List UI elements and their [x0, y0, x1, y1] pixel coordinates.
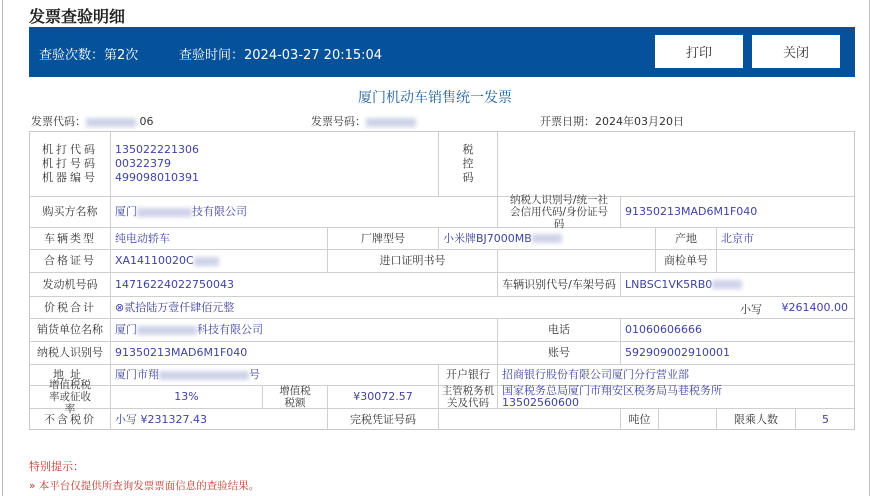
address — [111, 365, 439, 386]
machine-no-label: 机打号码 — [42, 157, 98, 170]
redacted — [194, 257, 219, 266]
model-value: 小米牌BJ7000MB — [443, 231, 532, 245]
device-no: 499098010391 — [115, 171, 199, 184]
cert — [111, 250, 328, 273]
check-time: 查验时间：2024-03-27 20:15:04 — [179, 48, 383, 63]
vehicle-type-label: 车辆类型 — [30, 228, 111, 250]
seller-prefix: 厦门 — [115, 323, 137, 336]
phone: 01060606666 — [621, 319, 855, 342]
pretax: 小写 ¥231327.43 — [111, 409, 328, 430]
redacted — [532, 234, 562, 243]
duty-label: 完税凭证号码 — [328, 409, 439, 430]
rate: 13% — [111, 386, 263, 409]
vin — [621, 273, 855, 297]
redacted — [86, 118, 136, 127]
cert-value: XA14110020C — [115, 254, 194, 267]
invoice-date-label: 开票日期： — [540, 115, 595, 128]
seats-label: 限乘人数 — [717, 409, 796, 430]
import-label: 进口证明书号 — [328, 250, 498, 273]
address-label: 地址 — [30, 365, 111, 386]
device-no-label: 机器编号 — [42, 171, 98, 184]
close-button[interactable]: 关闭 — [752, 35, 840, 68]
redacted — [137, 208, 192, 217]
redacted — [159, 371, 249, 380]
buyer-prefix: 厦门 — [115, 205, 137, 218]
invoice-table — [29, 131, 855, 430]
authority — [498, 386, 855, 409]
seller-id: 91350213MAD6M1F040 — [111, 342, 498, 365]
invoice-date-value: 2024年03月20日 — [595, 115, 684, 128]
bank-label: 开户银行 — [439, 365, 498, 386]
machine-values — [111, 132, 439, 197]
seller-id-label: 纳税人识别号 — [30, 342, 111, 365]
authority-label: 主管税务机关及代码 — [439, 386, 498, 409]
vin-label: 车辆识别代号/车架号码 — [498, 273, 621, 297]
inspect-label: 商检单号 — [656, 250, 717, 273]
redacted — [712, 280, 742, 289]
cert-label: 合格证号 — [30, 250, 111, 273]
redacted — [137, 326, 197, 335]
invoice-title: 厦门机动车销售统一发票 — [358, 90, 512, 106]
total-words: ⊗贰拾陆万壹仟肆佰元整 — [111, 297, 855, 319]
address-prefix: 厦门市翔 — [115, 368, 159, 381]
invoice-date — [540, 113, 684, 129]
phone-label: 电话 — [498, 319, 621, 342]
vin-value: LNBSC1VK5RB0 — [625, 277, 713, 291]
vehicle-type: 纯电动轿车 — [111, 228, 328, 250]
tonnage-label: 吨位 — [621, 409, 659, 430]
notice-title: 特别提示： — [29, 460, 84, 473]
vat: ¥30072.57 — [328, 386, 439, 409]
check-count: 查验次数：第2次 — [39, 48, 139, 63]
total-small-label: 小写 — [740, 303, 762, 316]
origin-label: 产地 — [656, 228, 717, 250]
machine-code: 135022221306 — [115, 143, 199, 156]
engine: 14716224022750043 — [111, 273, 498, 297]
invoice-code-value: 06 — [139, 115, 154, 128]
origin: 北京市 — [717, 228, 855, 250]
invoice-code-label: 发票代码： — [31, 115, 86, 128]
import — [498, 250, 656, 273]
buyer-id-label: 纳税人识别号/统一社会信用代码/身份证号码 — [498, 197, 621, 228]
machine-no: 00322379 — [115, 157, 171, 170]
header-bar — [29, 27, 855, 77]
tax-control-value — [498, 132, 855, 197]
seller-suffix: 科技有限公司 — [197, 323, 263, 336]
authority-name: 国家税务总局厦门市翔安区税务局马巷税务所 — [502, 384, 722, 397]
account: 592909002910001 — [621, 342, 855, 365]
duty — [439, 409, 621, 430]
pretax-label: 不含税价 — [30, 409, 111, 430]
buyer-name — [111, 197, 498, 228]
total-small: ¥261400.00 — [781, 301, 848, 314]
redacted — [366, 118, 416, 127]
machine-labels — [30, 132, 111, 197]
machine-code-label: 机打代码 — [42, 143, 98, 156]
account-label: 账号 — [498, 342, 621, 365]
print-button[interactable]: 打印 — [655, 35, 743, 68]
seller-label: 销货单位名称 — [30, 319, 111, 342]
address-suffix: 号 — [249, 368, 260, 381]
page-title: 发票查验明细 — [29, 7, 126, 26]
total-label: 价税合计 — [30, 297, 111, 319]
invoice-number — [311, 113, 416, 129]
buyer-id: 91350213MAD6M1F040 — [621, 197, 855, 228]
engine-label: 发动机号码 — [30, 273, 111, 297]
invoice-number-label: 发票号码： — [311, 115, 366, 128]
authority-code: 13502560600 — [502, 396, 579, 409]
tonnage — [659, 409, 717, 430]
model-label: 厂牌型号 — [328, 228, 439, 250]
inspect — [717, 250, 855, 273]
bank: 招商银行股份有限公司厦门分行营业部 — [498, 365, 855, 386]
model — [439, 228, 656, 250]
buyer-label: 购买方名称 — [30, 197, 111, 228]
tax-control-label: 税控码 — [439, 132, 498, 197]
invoice-code — [31, 113, 154, 129]
seats: 5 — [822, 412, 829, 426]
seller-name — [111, 319, 498, 342]
vat-label: 增值税税额 — [263, 386, 328, 409]
buyer-suffix: 技有限公司 — [192, 205, 247, 218]
rate-label: 增值税税率或征收率 — [30, 386, 111, 409]
notice-line: » 本平台仅提供所查询发票票面信息的查验结果。 — [29, 480, 260, 492]
